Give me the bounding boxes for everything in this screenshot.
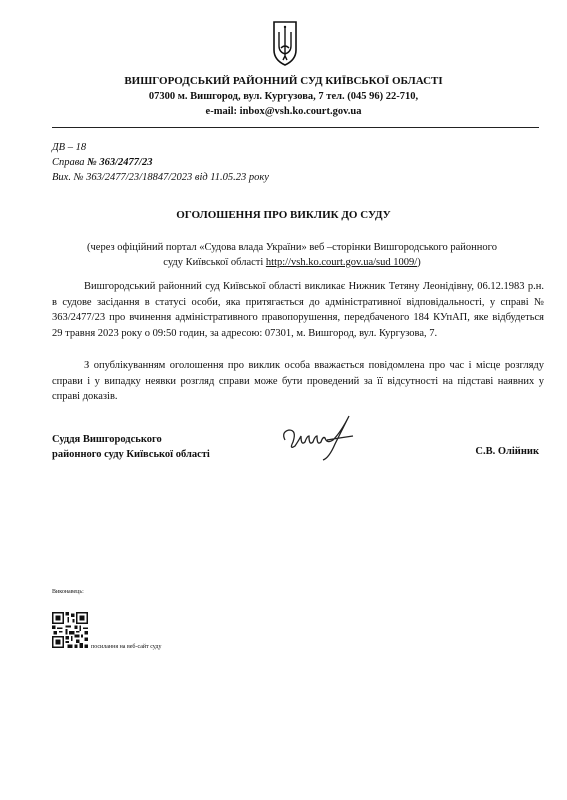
document-references [52,140,269,185]
court-address: 07300 м. Вишгород, вул. Кургузова, 7 тел. (045 96) 22-710, [148,91,419,102]
court-email: e-mail: inbox@vsh.ko.court.gov.ua [205,106,362,117]
qr-code-icon[interactable] [52,612,88,648]
judge-title-line2: районного суду Київської області [52,449,210,460]
publication-close: ) [417,257,421,268]
handwritten-signature [279,410,359,462]
court-name: ВИШГОРОДСЬКИЙ РАЙОННИЙ СУД КИЇВСЬКОЇ ОБЛАСТІ [124,75,443,87]
outgoing-number: Вих. № 363/2477/23/18847/2023 від 11.05.23 року [52,172,269,183]
qr-caption: посилання на веб-сайт суду [91,644,162,650]
court-website-link[interactable]: http://vsh.ko.court.gov.ua/sud 1009/ [265,257,418,268]
notice-paragraph: З опублікуванням оголошення про виклик особа вважається повідомлена про час і місце розгляду справи і у випадку неявки розгляд справи може бути проведений за її відсутності на підставі наявних у справі доказів. [52,360,544,402]
case-prefix: Справа [52,157,88,168]
case-line [52,155,269,170]
coat-of-arms-icon [272,20,298,66]
case-number: № 363/2477/23 [87,157,153,168]
judge-title [52,432,210,462]
publication-text: (через офіційний портал «Судова влада України» веб –сторінки Вишгородського районного суду Київської області [87,242,497,268]
doc-code: ДВ – 18 [52,142,87,153]
summons-paragraph: Вишгородський районний суд Київської області викликає Нижник Тетяну Леонідівну, 06.12.1983 р.н. в судове засідання в статусі особи, яка притягається до адміністративної відповідальності, у справі № 363/2477/23 про вчинення адміністративного правопорушення, передбаченого 184 КУпАП, яке відбудеться 29 травня 2023 року о 09:50 годин, за адресою: 07301, м. Вишгород, вул. Кургузова, 7. [52,281,544,339]
publication-note [82,240,502,270]
document-title: ОГОЛОШЕННЯ ПРО ВИКЛИК ДО СУДУ [176,209,391,221]
header-divider [52,127,539,128]
judge-name: С.В. Олійник [475,446,539,457]
executor-label: Виконавець: [52,589,84,595]
judge-title-line1: Суддя Вишгородського [52,434,162,445]
